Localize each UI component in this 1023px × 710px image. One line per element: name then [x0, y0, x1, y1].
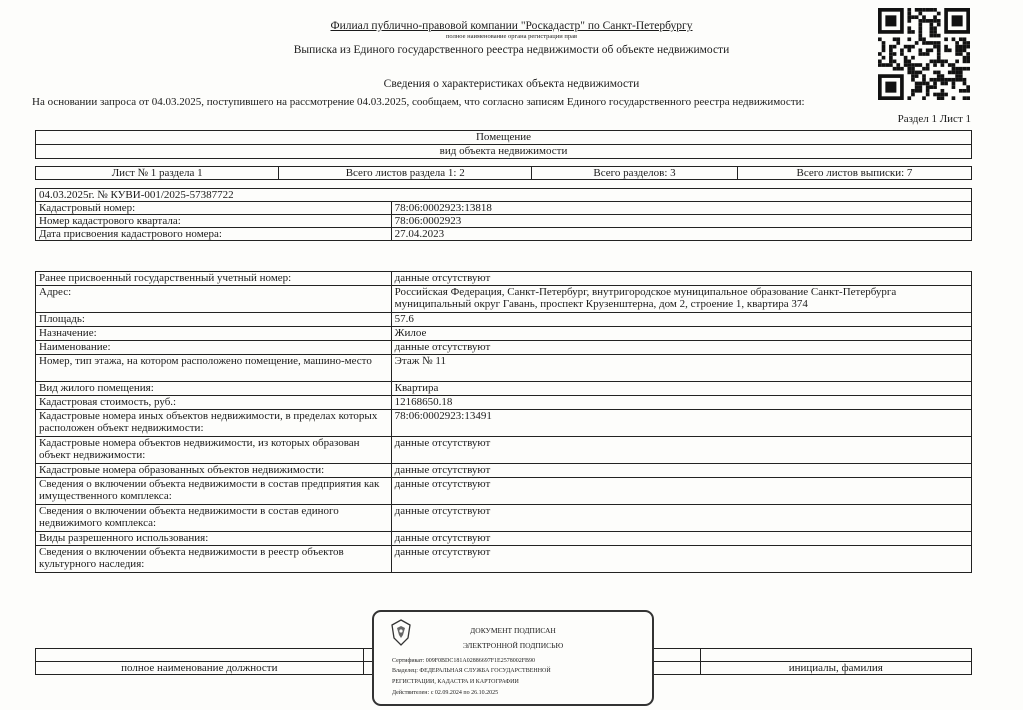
row-label: Назначение:: [36, 327, 392, 341]
table-row: [36, 286, 972, 313]
position-label: полное наименование должности: [36, 662, 364, 675]
registration-table: [35, 188, 972, 241]
branch-name: Филиал публично-правовой компании "Роскадастр" по Санкт-Петербургу: [330, 20, 693, 32]
sheets-table: [35, 166, 972, 180]
row-label: Сведения о включении объекта недвижимости в состав единого недвижимого комплекса:: [36, 505, 392, 532]
table-row: [36, 546, 972, 573]
row-label: Номер кадастрового квартала:: [36, 215, 392, 228]
initials-label: инициалы, фамилия: [700, 662, 971, 675]
row-label: Сведения о включении объекта недвижимости в состав предприятия как имущественного комплекса:: [36, 478, 392, 505]
row-value: данные отсутствуют: [391, 464, 971, 478]
assignment-date: 27.04.2023: [391, 228, 971, 241]
section-sheet-ref: Раздел 1 Лист 1: [897, 113, 971, 125]
table-row: [36, 464, 972, 478]
intro-text: На основании запроса от 04.03.2025, поступившего на рассмотрение 04.03.2025, сообщаем, что согласно записям Единого государственного реестра недвижимости:: [32, 96, 805, 108]
row-label: Кадастровый номер:: [36, 202, 392, 215]
details-table: [35, 271, 972, 573]
table-row: [36, 532, 972, 546]
row-label: Наименование:: [36, 341, 392, 355]
stamp-validity: Действителен: с 02.09.2024 по 26.10.2025: [392, 690, 499, 696]
cadastral-number: 78:06:0002923:13818: [391, 202, 971, 215]
row-label: Адрес:: [36, 286, 392, 313]
document-title: Выписка из Единого государственного реестра недвижимости об объекте недвижимости: [293, 44, 730, 56]
row-label: Дата присвоения кадастрового номера:: [36, 228, 392, 241]
row-value: 12168650.18: [391, 396, 971, 410]
row-value: данные отсутствуют: [391, 505, 971, 532]
total-sheets-section: Всего листов раздела 1: 2: [279, 167, 532, 180]
object-type-table: [35, 130, 972, 159]
extract-number: 04.03.2025г. № КУВИ-001/2025-57387722: [36, 189, 972, 202]
table-row: [36, 215, 972, 228]
row-value: 57.6: [391, 313, 971, 327]
row-label: Ранее присвоенный государственный учетный номер:: [36, 272, 392, 286]
document-subtitle: Сведения о характеристиках объекта недвижимости: [383, 78, 640, 90]
row-label: Кадастровые номера иных объектов недвижимости, в пределах которых расположен объект недвижимости:: [36, 410, 392, 437]
row-label: Сведения о включении объекта недвижимости в реестр объектов культурного наследия:: [36, 546, 392, 573]
table-row: [36, 410, 972, 437]
table-row: [36, 355, 972, 382]
row-value: 78:06:0002923:13491: [391, 410, 971, 437]
signature-stamp: [372, 610, 654, 706]
sheet-label: Лист № 1 раздела 1: [36, 167, 279, 180]
table-row: [36, 437, 972, 464]
row-label: Номер, тип этажа, на котором расположено помещение, машино-место: [36, 355, 392, 382]
row-label: Вид жилого помещения:: [36, 382, 392, 396]
stamp-certificate: Сертификат: 009F0BDC181A02886697F1E2578002FB90: [392, 658, 536, 664]
table-row: [36, 505, 972, 532]
total-sheets-extract: Всего листов выписки: 7: [737, 167, 971, 180]
table-row: [36, 313, 972, 327]
row-value: Российская Федерация, Санкт-Петербург, внутригородское муниципальное образование Санкт-Петербурга муниципальный округ Гавань, проспект Крузенштерна, дом 2, строение 1, квартира 374: [391, 286, 971, 313]
row-value: Этаж № 11: [391, 355, 971, 382]
row-value: данные отсутствуют: [391, 532, 971, 546]
table-row: [36, 478, 972, 505]
total-sections: Всего разделов: 3: [532, 167, 738, 180]
object-type-caption: вид объекта недвижимости: [36, 145, 972, 159]
stamp-owner1: Владелец: ФЕДЕРАЛЬНАЯ СЛУЖБА ГОСУДАРСТВЕННОЙ: [392, 668, 551, 674]
row-value: данные отсутствуют: [391, 478, 971, 505]
table-row: [36, 272, 972, 286]
row-value: данные отсутствуют: [391, 546, 971, 573]
row-label: Кадастровые номера объектов недвижимости, из которых образован объект недвижимости:: [36, 437, 392, 464]
qr-code-icon: [878, 8, 970, 100]
branch-caption: полное наименование органа регистрации прав: [445, 33, 578, 40]
table-row: [36, 341, 972, 355]
table-row: [36, 327, 972, 341]
stamp-line1: ДОКУМЕНТ ПОДПИСАН: [470, 626, 556, 635]
row-label: Площадь:: [36, 313, 392, 327]
table-row: [36, 382, 972, 396]
row-label: Кадастровые номера образованных объектов недвижимости:: [36, 464, 392, 478]
row-value: данные отсутствуют: [391, 341, 971, 355]
table-row: [36, 202, 972, 215]
row-value: Жилое: [391, 327, 971, 341]
row-label: Кадастровая стоимость, руб.:: [36, 396, 392, 410]
stamp-owner2: РЕГИСТРАЦИИ, КАДАСТРА И КАРТОГРАФИИ: [392, 679, 519, 685]
cadastral-quarter: 78:06:0002923: [391, 215, 971, 228]
stamp-line2: ЭЛЕКТРОННОЙ ПОДПИСЬЮ: [462, 641, 564, 650]
row-value: данные отсутствуют: [391, 437, 971, 464]
table-row: [36, 228, 972, 241]
row-value: данные отсутствуют: [391, 272, 971, 286]
row-value: Квартира: [391, 382, 971, 396]
row-label: Виды разрешенного использования:: [36, 532, 392, 546]
table-row: [36, 396, 972, 410]
object-type: Помещение: [36, 131, 972, 145]
